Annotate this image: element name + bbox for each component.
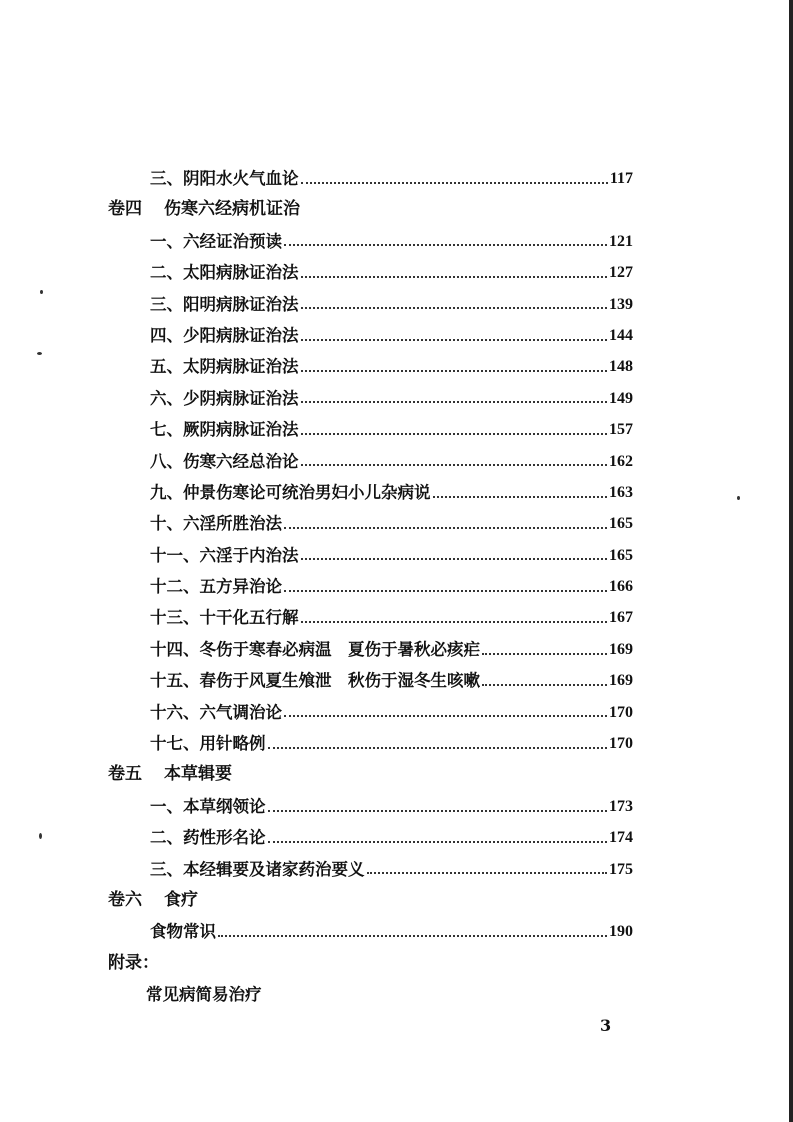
- entry-page-number: 149: [609, 389, 633, 407]
- entry-page-number: 165: [609, 515, 633, 533]
- toc-entry: [108, 571, 633, 602]
- dot-leader: [367, 872, 608, 874]
- volume-number: 附录：: [108, 952, 159, 973]
- entry-page-number: 121: [609, 232, 633, 250]
- volume-number: 卷六: [108, 889, 142, 910]
- entry-title: 三、本经辑要及诸家药治要义: [150, 859, 365, 879]
- entry-page-number: 139: [609, 295, 633, 313]
- toc-entry: [108, 602, 633, 633]
- toc-entry: [108, 289, 633, 320]
- toc-entry: [108, 665, 633, 696]
- entry-title: 食物常识: [150, 922, 216, 942]
- entry-title: 十二、五方异治论: [150, 577, 282, 597]
- entry-page-number: 190: [609, 923, 633, 941]
- entry-title: 常见病简易治疗: [146, 985, 262, 1005]
- toc-entry: [108, 257, 633, 288]
- entry-page-number: 163: [609, 483, 633, 501]
- entry-title: 九、仲景伤寒论可统治男妇小儿杂病说: [150, 482, 431, 502]
- scan-edge: [789, 0, 793, 1122]
- toc-entry: [108, 508, 633, 539]
- toc-entry: [108, 414, 633, 445]
- scan-speck: [39, 833, 42, 839]
- toc-entry: [108, 446, 633, 477]
- entry-title: 六、少阴病脉证治法: [150, 388, 299, 408]
- entry-title: 十三、十干化五行解: [150, 608, 299, 628]
- entry-page-number: 117: [609, 170, 633, 187]
- dot-leader: [301, 433, 608, 435]
- scan-speck: [37, 352, 42, 355]
- dot-leader: [301, 401, 608, 403]
- toc-entry: [108, 477, 633, 508]
- dot-leader: [301, 182, 608, 184]
- entry-title: 十、六淫所胜治法: [150, 514, 282, 534]
- entry-title: 一、本草纲领论: [150, 796, 266, 816]
- dot-leader: [218, 935, 607, 937]
- entry-title: 十四、冬伤于寒春必病温 夏伤于暑秋必痎疟: [150, 639, 480, 659]
- entry-page-number: 175: [609, 860, 633, 878]
- entry-page-number: 170: [609, 735, 633, 753]
- entry-page-number: 166: [609, 578, 633, 596]
- entry-title: 五、太阴病脉证治法: [150, 357, 299, 377]
- toc-entry: [108, 697, 633, 728]
- dot-leader: [284, 244, 607, 246]
- toc-entry: [108, 854, 633, 885]
- toc-entry: [108, 791, 633, 822]
- scan-speck: [737, 496, 740, 500]
- entry-page-number: 144: [609, 326, 633, 344]
- entry-page-number: 174: [609, 829, 633, 847]
- toc-entry: [108, 822, 633, 853]
- toc-entry: [108, 916, 633, 947]
- entry-page-number: 162: [609, 452, 633, 470]
- entry-page-number: 157: [609, 421, 633, 439]
- dot-leader: [301, 558, 608, 560]
- entry-title: 三、阳明病脉证治法: [150, 294, 299, 314]
- entry-title: 四、少阳病脉证治法: [150, 325, 299, 345]
- dot-leader: [301, 339, 608, 341]
- toc-entry: [108, 163, 633, 194]
- toc-entry: [108, 351, 633, 382]
- entry-title: 十一、六淫于内治法: [150, 545, 299, 565]
- volume-title: 食疗: [164, 889, 198, 910]
- entry-page-number: 127: [609, 264, 633, 282]
- dot-leader: [482, 684, 607, 686]
- volume-number: 卷五: [108, 764, 142, 785]
- dot-leader: [268, 747, 608, 749]
- dot-leader: [268, 810, 608, 812]
- entry-page-number: 165: [609, 546, 633, 564]
- entry-page-number: 167: [609, 609, 633, 627]
- toc-entry: [108, 540, 633, 571]
- dot-leader: [284, 590, 607, 592]
- entry-page-number: 169: [609, 640, 633, 658]
- entry-page-number: 173: [609, 797, 633, 815]
- dot-leader: [482, 653, 607, 655]
- entry-title: 十五、春伤于风夏生飧泄 秋伤于湿冬生咳嗽: [150, 671, 480, 691]
- entry-page-number: 169: [609, 672, 633, 690]
- entry-title: 三、阴阳水火气血论: [150, 169, 299, 188]
- dot-leader: [301, 276, 608, 278]
- dot-leader: [284, 527, 607, 529]
- volume-title: 伤寒六经病机证治: [164, 199, 300, 220]
- entry-title: 八、伤寒六经总治论: [150, 451, 299, 471]
- page-number: 3: [600, 1016, 612, 1035]
- entry-page-number: 148: [609, 358, 633, 376]
- entry-title: 二、太阳病脉证治法: [150, 263, 299, 283]
- entry-title: 十六、六气调治论: [150, 702, 282, 722]
- toc-volume-heading: [108, 759, 633, 790]
- table-of-contents: [108, 163, 633, 1011]
- toc-entry: [108, 634, 633, 665]
- scan-speck: [40, 290, 43, 294]
- entry-title: 七、厥阴病脉证治法: [150, 420, 299, 440]
- toc-entry: [108, 728, 633, 759]
- toc-volume-heading: [108, 194, 633, 225]
- dot-leader: [301, 307, 608, 309]
- dot-leader: [301, 464, 608, 466]
- dot-leader: [433, 496, 608, 498]
- entry-title: 二、药性形名论: [150, 828, 266, 848]
- dot-leader: [301, 621, 608, 623]
- dot-leader: [284, 715, 607, 717]
- volume-title: 本草辑要: [164, 764, 232, 785]
- volume-number: 卷四: [108, 199, 142, 220]
- entry-page-number: 170: [609, 703, 633, 721]
- dot-leader: [301, 370, 608, 372]
- entry-title: 一、六经证治预读: [150, 231, 282, 251]
- toc-volume-heading: [108, 885, 633, 916]
- toc-subheading: [108, 979, 633, 1010]
- dot-leader: [268, 841, 608, 843]
- toc-entry: [108, 320, 633, 351]
- toc-entry: [108, 226, 633, 257]
- toc-entry: [108, 383, 633, 414]
- toc-volume-heading: [108, 948, 633, 979]
- entry-title: 十七、用针略例: [150, 734, 266, 754]
